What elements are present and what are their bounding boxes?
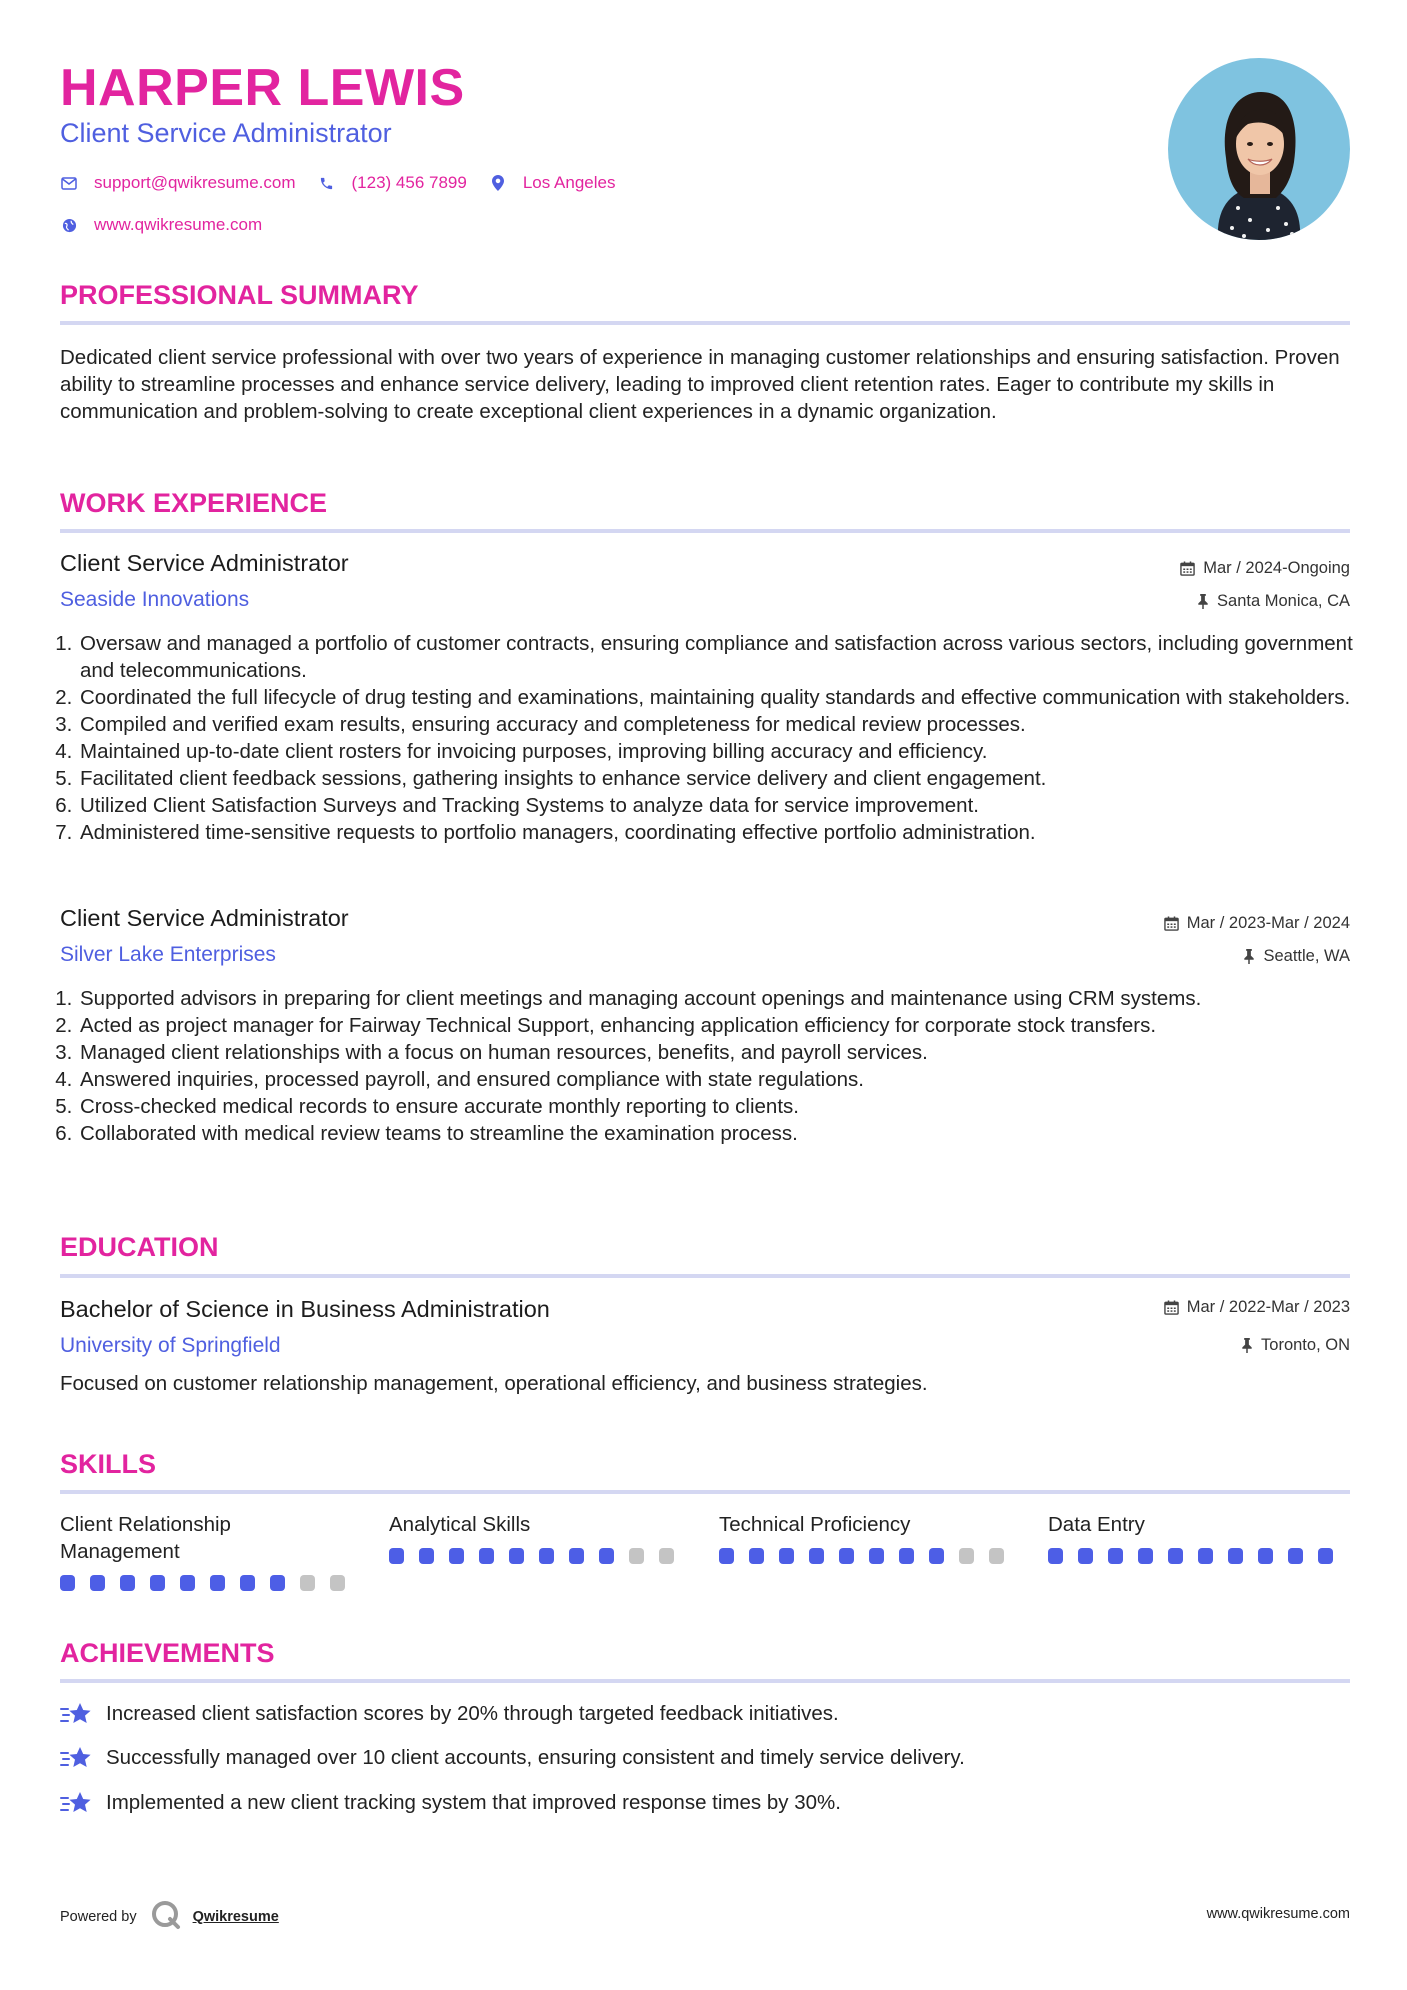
skill-item	[1048, 1511, 1348, 1564]
star-badge-icon	[60, 1744, 92, 1772]
list-item: 1. Oversaw and managed a portfolio of customer contracts, ensuring compliance and satisfaction across various sectors, including government and telecommunications.	[78, 630, 1368, 684]
location-text: Santa Monica, CA	[1217, 592, 1350, 610]
achievement-item	[60, 1700, 839, 1728]
skill-dot-filled	[150, 1575, 165, 1591]
degree-title: Bachelor of Science in Business Administration	[60, 1296, 550, 1322]
powered-by-label: Powered by	[60, 1909, 137, 1925]
skill-dot-filled	[180, 1575, 195, 1591]
calendar-icon	[1164, 1300, 1179, 1315]
list-item: 4. Maintained up-to-date client rosters for invoicing purposes, improving billing accuracy and efficiency.	[78, 738, 1368, 765]
envelope-icon	[60, 174, 78, 192]
candidate-role: Client Service Administrator	[60, 118, 392, 148]
job-title: Client Service Administrator	[60, 905, 349, 931]
achievement-item	[60, 1744, 965, 1772]
job-bullets	[60, 985, 1368, 1147]
skill-name: Client Relationship Management	[60, 1513, 231, 1563]
school-name: University of Springfield	[60, 1334, 281, 1357]
experience-heading: WORK EXPERIENCE	[60, 488, 328, 518]
skill-dot-filled	[1168, 1548, 1183, 1564]
skill-dot-filled	[1228, 1548, 1243, 1564]
skill-dot-empty	[629, 1548, 644, 1564]
skill-dot-filled	[1288, 1548, 1303, 1564]
skill-dot-filled	[479, 1548, 494, 1564]
achievement-text: Increased client satisfaction scores by 20% through targeted feedback initiatives.	[106, 1702, 839, 1725]
skill-dot-filled	[389, 1548, 404, 1564]
skill-dot-filled	[869, 1548, 884, 1564]
skill-dot-empty	[989, 1548, 1004, 1564]
list-item: 1. Supported advisors in preparing for client meetings and managing account openings and maintenance using CRM systems.	[78, 985, 1368, 1012]
website-link[interactable]: www.qwikresume.com	[94, 215, 263, 234]
footer-powered-by	[60, 1900, 279, 1934]
calendar-icon	[1164, 916, 1179, 931]
job-company: Seaside Innovations	[60, 588, 250, 611]
skill-dot-filled	[1048, 1548, 1063, 1564]
footer-website[interactable]: www.qwikresume.com	[1206, 1906, 1350, 1922]
star-badge-icon	[60, 1789, 92, 1817]
achievement-item	[60, 1789, 841, 1817]
phone-number[interactable]: (123) 456 7899	[351, 173, 467, 192]
skill-dot-filled	[899, 1548, 914, 1564]
skill-dot-filled	[719, 1548, 734, 1564]
achievement-text: Successfully managed over 10 client accounts, ensuring consistent and timely service delivery.	[106, 1746, 965, 1769]
education-divider	[60, 1274, 1350, 1278]
skill-dot-filled	[1138, 1548, 1153, 1564]
achievements-divider	[60, 1679, 1350, 1683]
skill-item	[719, 1511, 1019, 1564]
skill-dot-filled	[419, 1548, 434, 1564]
brand-link[interactable]: Qwikresume	[192, 1909, 279, 1925]
list-item: 6. Utilized Client Satisfaction Surveys and Tracking Systems to analyze data for service improvement.	[78, 792, 1368, 819]
skill-dot-filled	[509, 1548, 524, 1564]
qwikresume-logo-icon	[151, 1900, 181, 1934]
job-dates	[1164, 914, 1350, 933]
experience-divider	[60, 529, 1350, 533]
globe-icon	[60, 216, 78, 234]
list-item: 6. Collaborated with medical review teams to streamline the examination process.	[78, 1120, 1368, 1147]
list-item: 4. Answered inquiries, processed payroll, and ensured compliance with state regulations.	[78, 1066, 1368, 1093]
job-location	[1243, 947, 1350, 966]
dates-text: Mar / 2024-Ongoing	[1203, 559, 1350, 577]
skill-dot-filled	[779, 1548, 794, 1564]
skill-dot-filled	[1078, 1548, 1093, 1564]
skill-dot-empty	[659, 1548, 674, 1564]
education-location	[1241, 1336, 1350, 1355]
email-link[interactable]: support@qwikresume.com	[94, 173, 296, 192]
skills-heading: SKILLS	[60, 1449, 157, 1479]
skill-dot-filled	[809, 1548, 824, 1564]
skill-dot-empty	[300, 1575, 315, 1591]
skill-dot-filled	[1108, 1548, 1123, 1564]
skill-name: Analytical Skills	[389, 1513, 531, 1536]
achievement-text: Implemented a new client tracking system that improved response times by 30%.	[106, 1791, 841, 1814]
list-item: 2. Acted as project manager for Fairway Technical Support, enhancing application efficiency for corporate stock transfers.	[78, 1012, 1368, 1039]
list-item: 3. Compiled and verified exam results, ensuring accuracy and completeness for medical review processes.	[78, 711, 1368, 738]
skill-dot-filled	[240, 1575, 255, 1591]
pushpin-icon	[1197, 594, 1209, 609]
contact-row	[60, 173, 637, 193]
list-item: 2. Coordinated the full lifecycle of drug testing and examinations, maintaining quality standards and effective communication with stakeholders.	[78, 684, 1368, 711]
list-item: 5. Facilitated client feedback sessions, gathering insights to enhance service delivery and client engagement.	[78, 765, 1368, 792]
skill-dot-filled	[1198, 1548, 1213, 1564]
skill-item	[389, 1511, 689, 1564]
skill-dot-filled	[270, 1575, 285, 1591]
location-text: Toronto, ON	[1261, 1336, 1350, 1354]
phone-icon	[318, 174, 336, 192]
list-item: 3. Managed client relationships with a focus on human resources, benefits, and payroll services.	[78, 1039, 1368, 1066]
skill-name: Technical Proficiency	[719, 1513, 911, 1536]
job-company: Silver Lake Enterprises	[60, 943, 276, 966]
education-dates	[1164, 1298, 1350, 1317]
skill-dot-filled	[210, 1575, 225, 1591]
skill-dot-filled	[599, 1548, 614, 1564]
skill-item	[60, 1511, 360, 1591]
achievements-heading: ACHIEVEMENTS	[60, 1638, 275, 1668]
summary-divider	[60, 321, 1350, 325]
job-bullets	[60, 630, 1368, 846]
skill-dot-filled	[569, 1548, 584, 1564]
skill-rating	[389, 1548, 689, 1564]
candidate-name: HARPER LEWIS	[60, 59, 465, 117]
job-location	[1197, 592, 1350, 611]
skill-dot-empty	[330, 1575, 345, 1591]
skill-dot-empty	[959, 1548, 974, 1564]
skill-rating	[719, 1548, 1019, 1564]
summary-text: Dedicated client service professional with over two years of experience in managing customer relationships and ensuring satisfaction. Proven ability to streamline processes and enhance service delivery, leading to improved client retention rates. Eager to contribute my skills in communication and problem-solving to create exceptional client experiences in a dynamic organization.	[60, 346, 1340, 423]
list-item: 7. Administered time-sensitive requests to portfolio managers, coordinating effective portfolio administration.	[78, 819, 1368, 846]
skill-name: Data Entry	[1048, 1513, 1145, 1536]
skills-divider	[60, 1490, 1350, 1494]
skill-dot-filled	[90, 1575, 105, 1591]
list-item: 5. Cross-checked medical records to ensure accurate monthly reporting to clients.	[78, 1093, 1368, 1120]
education-description: Focused on customer relationship management, operational efficiency, and business strategies.	[60, 1372, 928, 1395]
skill-dot-filled	[120, 1575, 135, 1591]
summary-heading: PROFESSIONAL SUMMARY	[60, 280, 419, 310]
map-pin-icon	[489, 174, 507, 192]
dates-text: Mar / 2022-Mar / 2023	[1186, 1298, 1350, 1316]
job-dates	[1180, 559, 1350, 578]
skill-rating	[1048, 1548, 1348, 1564]
job-title: Client Service Administrator	[60, 550, 349, 576]
skill-dot-filled	[60, 1575, 75, 1591]
pushpin-icon	[1243, 949, 1255, 964]
education-heading: EDUCATION	[60, 1232, 219, 1262]
profile-photo	[1168, 58, 1350, 240]
location-text: Los Angeles	[522, 173, 616, 192]
location-text: Seattle, WA	[1263, 947, 1350, 965]
skill-dot-filled	[839, 1548, 854, 1564]
pushpin-icon	[1241, 1338, 1253, 1353]
skill-dot-filled	[749, 1548, 764, 1564]
skill-dot-filled	[539, 1548, 554, 1564]
skill-rating	[60, 1575, 360, 1591]
calendar-icon	[1180, 561, 1195, 576]
skill-dot-filled	[929, 1548, 944, 1564]
skill-dot-filled	[1258, 1548, 1273, 1564]
dates-text: Mar / 2023-Mar / 2024	[1186, 914, 1350, 932]
skill-dot-filled	[449, 1548, 464, 1564]
website-row	[60, 215, 284, 235]
star-badge-icon	[60, 1700, 92, 1728]
skill-dot-filled	[1318, 1548, 1333, 1564]
